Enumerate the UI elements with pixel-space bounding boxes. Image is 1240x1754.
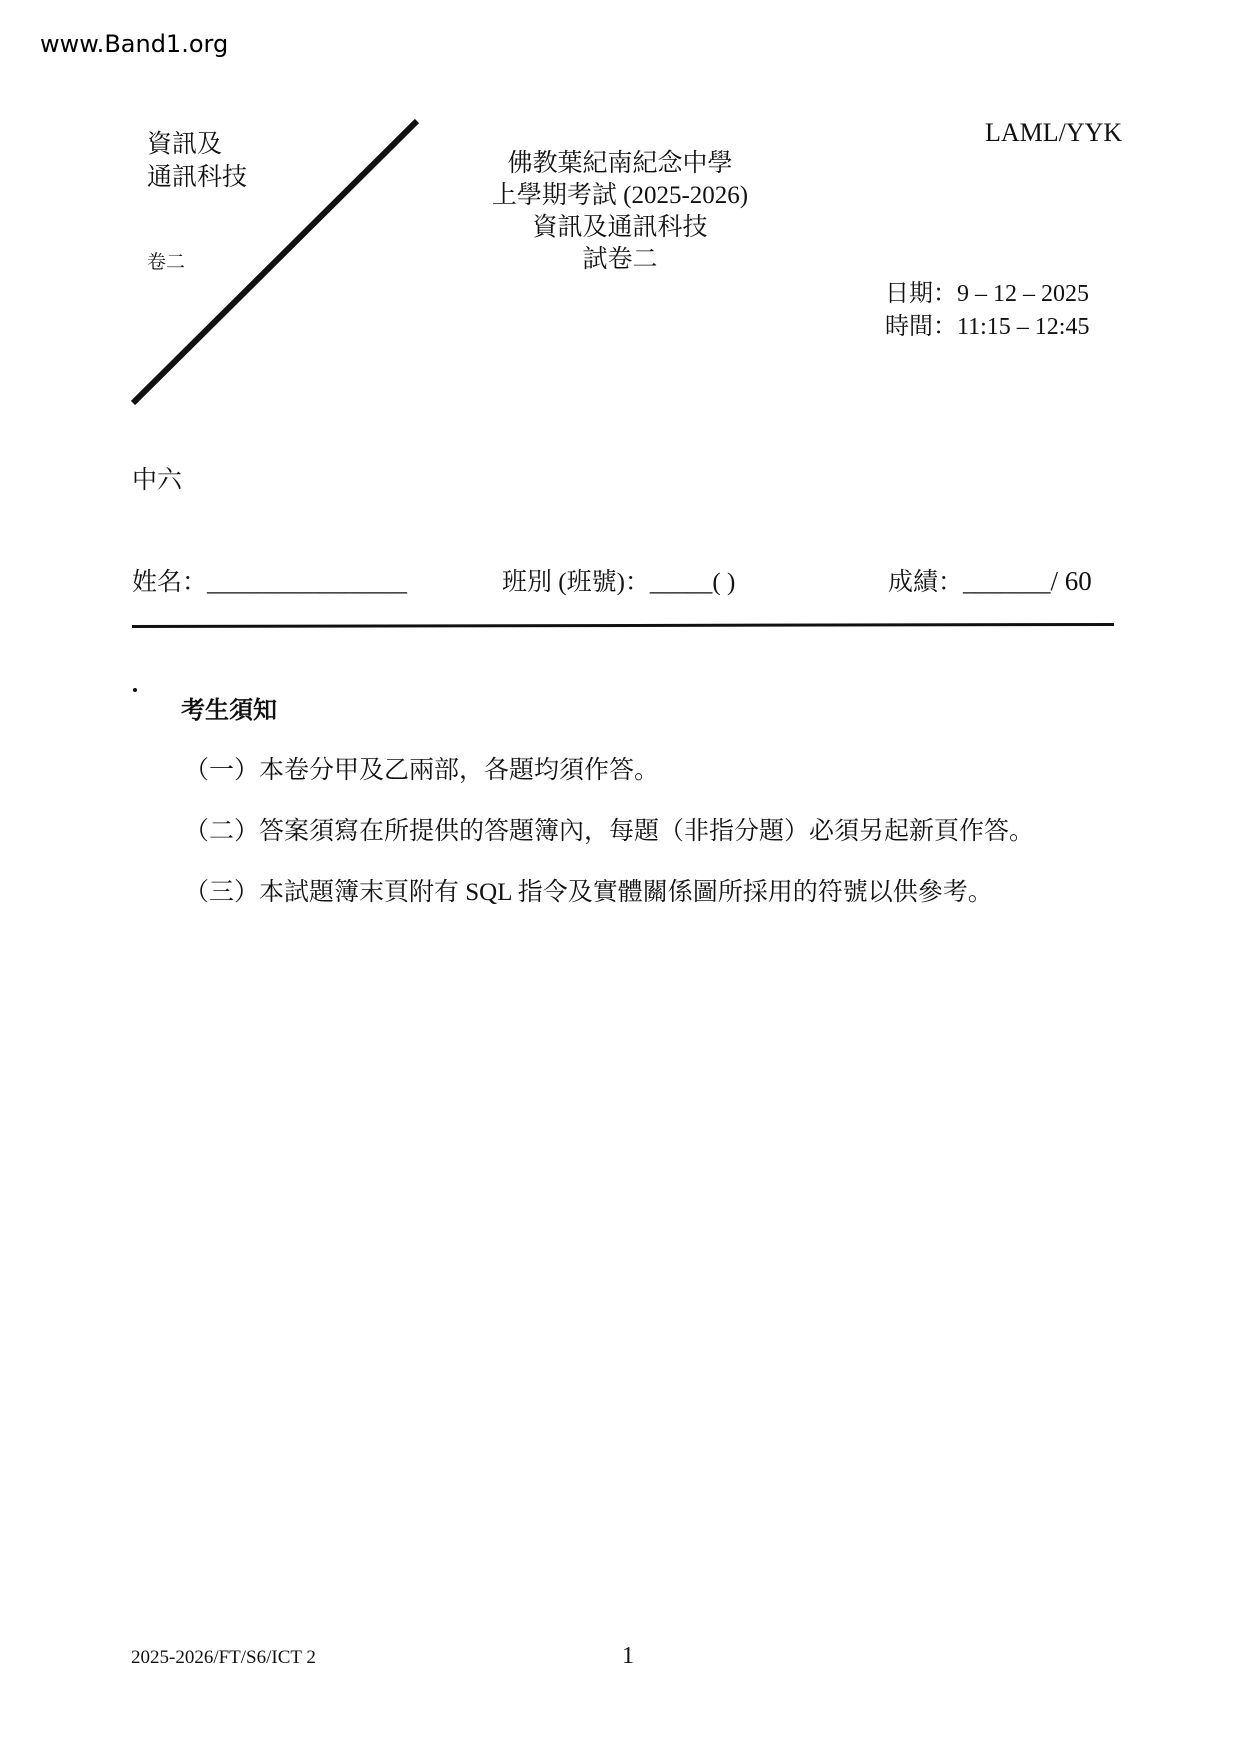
stray-dot <box>133 688 137 692</box>
exam-datetime <box>885 278 1089 344</box>
note-item: （一）本卷分甲及乙兩部，各題均須作答。 <box>184 757 660 784</box>
note-item: （二）答案須寫在所提供的答題簿內，每題（非指分題）必須另起新頁作答。 <box>184 818 1035 845</box>
name-field: 姓名：________________ <box>132 569 408 596</box>
header-divider <box>132 623 1114 628</box>
page-number: 1 <box>622 1643 634 1669</box>
score-total: / 60 <box>1050 566 1092 596</box>
form-level: 中六 <box>132 467 183 494</box>
diagonal-slash <box>125 115 425 415</box>
subject-box-line2: 通訊科技 <box>147 164 248 191</box>
school-name: 佛教葉紀南紀念中學 <box>507 150 733 177</box>
watermark-url: www.Band1.org <box>40 30 229 58</box>
paper-title: 試卷二 <box>582 246 658 273</box>
teacher-code: LAML/YYK <box>985 118 1123 147</box>
score-label: 成績：_______ <box>888 569 1051 596</box>
subject-box-line1: 資訊及 <box>147 131 223 158</box>
exam-header <box>460 148 780 276</box>
class-field: 班別 (班號)：_____( ) <box>502 569 736 596</box>
exam-time: 時間：11:15 – 12:45 <box>885 314 1090 340</box>
notes-heading: 考生須知 <box>181 698 277 724</box>
exam-title: 上學期考試 (2025-2026) <box>491 182 749 209</box>
footer-code: 2025-2026/FT/S6/ICT 2 <box>131 1647 316 1668</box>
score-field <box>888 562 1092 598</box>
subject-box-paper: 卷二 <box>147 252 186 273</box>
subject-title: 資訊及通訊科技 <box>532 214 708 241</box>
note-item: （三）本試題簿末頁附有 SQL 指令及實體關係圖所採用的符號以供參考。 <box>184 879 993 906</box>
exam-date: 日期：9 – 12 – 2025 <box>885 281 1089 307</box>
